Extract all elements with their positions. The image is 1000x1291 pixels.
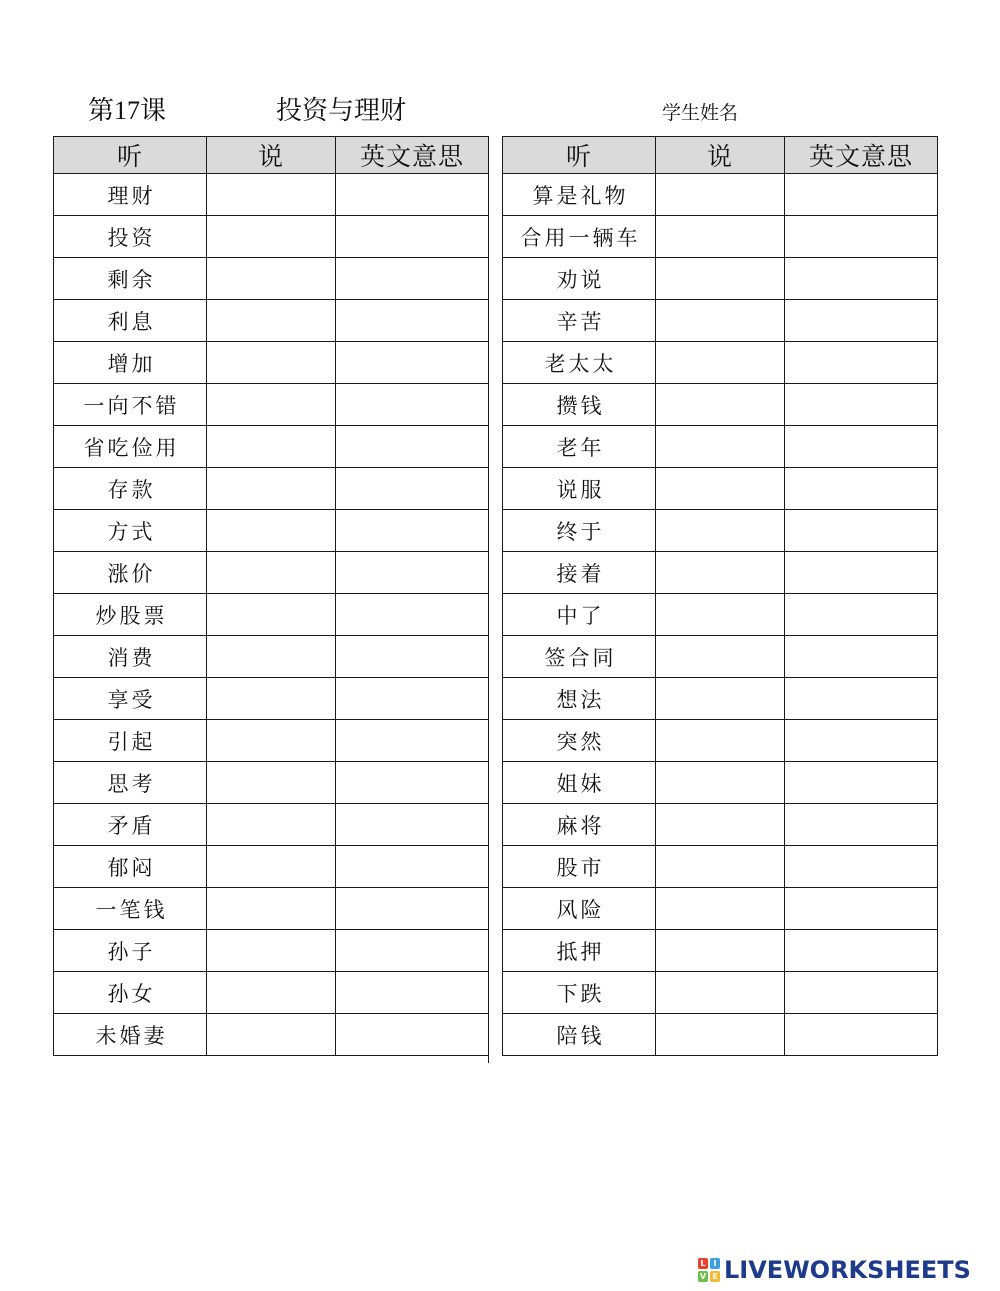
speak-answer-field-cell <box>656 930 785 972</box>
english-meaning-field-cell <box>336 888 489 930</box>
english-meaning-field-cell <box>336 258 489 300</box>
vocab-word: 理财 <box>54 174 207 216</box>
vocab-row <box>503 1014 938 1056</box>
english-meaning-field-cell <box>785 804 938 846</box>
english-meaning-field-cell <box>785 510 938 552</box>
logo-blocks-icon <box>698 1258 720 1282</box>
vocab-row <box>54 636 489 678</box>
english-meaning-field-cell <box>785 720 938 762</box>
speak-answer-field[interactable] <box>656 888 784 929</box>
column-header-speak: 说 <box>207 137 336 174</box>
vocab-row <box>503 594 938 636</box>
speak-answer-field-cell <box>207 468 336 510</box>
vocab-row <box>503 174 938 216</box>
speak-answer-field[interactable] <box>656 678 784 719</box>
logo-block: E <box>710 1271 720 1282</box>
speak-answer-field[interactable] <box>656 552 784 593</box>
vocab-row <box>54 174 489 216</box>
english-meaning-field[interactable] <box>785 678 937 719</box>
speak-answer-field-cell <box>656 300 785 342</box>
english-meaning-field[interactable] <box>336 468 488 509</box>
column-header-english-meaning: 英文意思 <box>336 137 489 174</box>
english-meaning-field[interactable] <box>785 552 937 593</box>
english-meaning-field[interactable] <box>336 510 488 551</box>
vocab-word: 抵押 <box>503 930 656 972</box>
english-meaning-field-cell <box>785 426 938 468</box>
english-meaning-field[interactable] <box>336 888 488 929</box>
vocab-word: 下跌 <box>503 972 656 1014</box>
vocab-table-right-body <box>503 174 938 1056</box>
speak-answer-field-cell <box>207 300 336 342</box>
english-meaning-field-cell <box>336 342 489 384</box>
english-meaning-field[interactable] <box>785 930 937 971</box>
speak-answer-field[interactable] <box>207 174 335 215</box>
speak-answer-field[interactable] <box>207 216 335 257</box>
column-header-listen: 听 <box>54 137 207 174</box>
vocab-word: 辛苦 <box>503 300 656 342</box>
vocab-word: 剩余 <box>54 258 207 300</box>
vocab-row <box>503 510 938 552</box>
english-meaning-field[interactable] <box>785 510 937 551</box>
speak-answer-field[interactable] <box>656 300 784 341</box>
speak-answer-field[interactable] <box>207 258 335 299</box>
vocab-row <box>503 720 938 762</box>
logo-block: I <box>710 1258 720 1269</box>
english-meaning-field-cell <box>336 636 489 678</box>
vocab-word: 孙女 <box>54 972 207 1014</box>
speak-answer-field-cell <box>207 678 336 720</box>
speak-answer-field[interactable] <box>207 720 335 761</box>
english-meaning-field[interactable] <box>785 762 937 803</box>
table-header-row <box>503 137 938 174</box>
speak-answer-field-cell <box>656 174 785 216</box>
vocab-table-left-body <box>54 174 489 1056</box>
speak-answer-field[interactable] <box>656 258 784 299</box>
english-meaning-field-cell <box>336 216 489 258</box>
english-meaning-field[interactable] <box>785 636 937 677</box>
table-header-row <box>54 137 489 174</box>
english-meaning-field[interactable] <box>785 384 937 425</box>
english-meaning-field[interactable] <box>785 720 937 761</box>
speak-answer-field[interactable] <box>656 384 784 425</box>
english-meaning-field[interactable] <box>785 804 937 845</box>
vocab-table-right <box>502 136 938 1056</box>
english-meaning-field[interactable] <box>336 930 488 971</box>
speak-answer-field[interactable] <box>207 468 335 509</box>
vocab-row <box>503 804 938 846</box>
speak-answer-field[interactable] <box>207 804 335 845</box>
english-meaning-field-cell <box>785 174 938 216</box>
vocab-row <box>503 300 938 342</box>
speak-answer-field-cell <box>207 888 336 930</box>
vocab-word: 劝说 <box>503 258 656 300</box>
vocab-word: 姐妹 <box>503 762 656 804</box>
speak-answer-field-cell <box>656 888 785 930</box>
speak-answer-field-cell <box>656 720 785 762</box>
speak-answer-field[interactable] <box>207 678 335 719</box>
vocab-word: 存款 <box>54 468 207 510</box>
speak-answer-field-cell <box>656 342 785 384</box>
vocab-word: 孙子 <box>54 930 207 972</box>
vocab-word: 引起 <box>54 720 207 762</box>
vocab-word: 增加 <box>54 342 207 384</box>
english-meaning-field[interactable] <box>785 174 937 215</box>
speak-answer-field-cell <box>656 594 785 636</box>
speak-answer-field[interactable] <box>207 930 335 971</box>
vocab-word: 投资 <box>54 216 207 258</box>
speak-answer-field-cell <box>207 426 336 468</box>
vocab-word: 老年 <box>503 426 656 468</box>
speak-answer-field-cell <box>207 384 336 426</box>
english-meaning-field-cell <box>785 216 938 258</box>
english-meaning-field-cell <box>785 552 938 594</box>
vocab-word: 合用一辆车 <box>503 216 656 258</box>
vocab-row <box>54 300 489 342</box>
speak-answer-field[interactable] <box>656 216 784 257</box>
english-meaning-field-cell <box>785 258 938 300</box>
english-meaning-field-cell <box>785 1014 938 1056</box>
english-meaning-field-cell <box>336 510 489 552</box>
vocab-row <box>503 216 938 258</box>
speak-answer-field-cell <box>207 846 336 888</box>
speak-answer-field-cell <box>207 930 336 972</box>
vocab-row <box>54 930 489 972</box>
speak-answer-field-cell <box>207 762 336 804</box>
speak-answer-field-cell <box>207 1014 336 1056</box>
english-meaning-field-cell <box>785 972 938 1014</box>
vocab-row <box>54 426 489 468</box>
english-meaning-field-cell <box>785 384 938 426</box>
vocab-row <box>54 384 489 426</box>
english-meaning-field-cell <box>336 468 489 510</box>
english-meaning-field-cell <box>336 930 489 972</box>
english-meaning-field[interactable] <box>785 300 937 341</box>
liveworksheets-logo <box>698 1256 971 1284</box>
english-meaning-field[interactable] <box>785 972 937 1013</box>
column-header-english-meaning: 英文意思 <box>785 137 938 174</box>
vocab-word: 享受 <box>54 678 207 720</box>
speak-answer-field[interactable] <box>656 342 784 383</box>
english-meaning-field-cell <box>336 300 489 342</box>
vocab-word: 签合同 <box>503 636 656 678</box>
vocab-row <box>54 846 489 888</box>
speak-answer-field-cell <box>656 510 785 552</box>
speak-answer-field[interactable] <box>207 342 335 383</box>
english-meaning-field[interactable] <box>336 804 488 845</box>
speak-answer-field[interactable] <box>656 468 784 509</box>
speak-answer-field-cell <box>207 594 336 636</box>
speak-answer-field-cell <box>656 972 785 1014</box>
speak-answer-field[interactable] <box>656 1014 784 1055</box>
vocab-row <box>503 888 938 930</box>
speak-answer-field-cell <box>656 1014 785 1056</box>
vocab-word: 炒股票 <box>54 594 207 636</box>
table-gap-divider <box>488 1021 502 1063</box>
speak-answer-field[interactable] <box>656 174 784 215</box>
speak-answer-field-cell <box>207 552 336 594</box>
english-meaning-field[interactable] <box>336 1014 488 1055</box>
brand-name: LIVEWORKSHEETS <box>724 1256 971 1284</box>
vocab-row <box>54 468 489 510</box>
vocab-row <box>54 720 489 762</box>
vocab-word: 突然 <box>503 720 656 762</box>
speak-answer-field[interactable] <box>656 804 784 845</box>
speak-answer-field-cell <box>207 636 336 678</box>
speak-answer-field[interactable] <box>207 384 335 425</box>
speak-answer-field-cell <box>207 258 336 300</box>
english-meaning-field[interactable] <box>336 300 488 341</box>
english-meaning-field[interactable] <box>336 720 488 761</box>
speak-answer-field-cell <box>207 804 336 846</box>
vocab-row <box>503 258 938 300</box>
english-meaning-field[interactable] <box>785 594 937 635</box>
english-meaning-field[interactable] <box>336 636 488 677</box>
speak-answer-field[interactable] <box>656 510 784 551</box>
speak-answer-field[interactable] <box>207 762 335 803</box>
english-meaning-field[interactable] <box>336 552 488 593</box>
vocab-word: 接着 <box>503 552 656 594</box>
vocab-word: 郁闷 <box>54 846 207 888</box>
english-meaning-field[interactable] <box>785 216 937 257</box>
vocab-word: 矛盾 <box>54 804 207 846</box>
english-meaning-field[interactable] <box>336 174 488 215</box>
vocab-row <box>54 510 489 552</box>
english-meaning-field-cell <box>785 468 938 510</box>
vocab-row <box>503 468 938 510</box>
lesson-title: 投资与理财 <box>276 96 407 126</box>
vocab-word: 利息 <box>54 300 207 342</box>
english-meaning-field-cell <box>336 1014 489 1056</box>
speak-answer-field-cell <box>656 258 785 300</box>
vocab-word: 说服 <box>503 468 656 510</box>
english-meaning-field-cell <box>785 762 938 804</box>
vocab-row <box>503 636 938 678</box>
english-meaning-field-cell <box>336 594 489 636</box>
vocab-word: 老太太 <box>503 342 656 384</box>
english-meaning-field[interactable] <box>785 258 937 299</box>
vocab-word: 一向不错 <box>54 384 207 426</box>
speak-answer-field[interactable] <box>207 426 335 467</box>
english-meaning-field-cell <box>785 636 938 678</box>
speak-answer-field[interactable] <box>656 762 784 803</box>
vocab-word: 攒钱 <box>503 384 656 426</box>
vocab-row <box>54 594 489 636</box>
english-meaning-field[interactable] <box>336 846 488 887</box>
speak-answer-field[interactable] <box>656 720 784 761</box>
speak-answer-field-cell <box>656 216 785 258</box>
speak-answer-field[interactable] <box>207 846 335 887</box>
vocab-row <box>503 930 938 972</box>
english-meaning-field-cell <box>785 678 938 720</box>
english-meaning-field-cell <box>336 972 489 1014</box>
english-meaning-field[interactable] <box>336 426 488 467</box>
logo-block: L <box>698 1258 708 1269</box>
english-meaning-field-cell <box>336 174 489 216</box>
student-name-label: 学生姓名 <box>662 102 739 124</box>
english-meaning-field-cell <box>785 594 938 636</box>
english-meaning-field[interactable] <box>336 258 488 299</box>
speak-answer-field-cell <box>656 468 785 510</box>
english-meaning-field-cell <box>336 720 489 762</box>
vocab-row <box>503 342 938 384</box>
vocab-word: 未婚妻 <box>54 1014 207 1056</box>
english-meaning-field-cell <box>336 846 489 888</box>
english-meaning-field[interactable] <box>785 888 937 929</box>
english-meaning-field[interactable] <box>785 468 937 509</box>
english-meaning-field-cell <box>785 846 938 888</box>
speak-answer-field[interactable] <box>656 636 784 677</box>
vocab-row <box>54 804 489 846</box>
vocab-word: 一笔钱 <box>54 888 207 930</box>
english-meaning-field[interactable] <box>336 216 488 257</box>
vocab-row <box>54 762 489 804</box>
speak-answer-field[interactable] <box>207 300 335 341</box>
english-meaning-field[interactable] <box>785 846 937 887</box>
vocab-row <box>54 972 489 1014</box>
speak-answer-field-cell <box>207 174 336 216</box>
column-header-listen: 听 <box>503 137 656 174</box>
english-meaning-field-cell <box>785 300 938 342</box>
vocab-word: 省吃俭用 <box>54 426 207 468</box>
lesson-number: 第17课 <box>88 96 167 125</box>
speak-answer-field-cell <box>207 720 336 762</box>
vocab-word: 涨价 <box>54 552 207 594</box>
vocab-row <box>54 888 489 930</box>
vocab-row <box>503 384 938 426</box>
vocab-word: 风险 <box>503 888 656 930</box>
vocab-word: 思考 <box>54 762 207 804</box>
vocab-table-left <box>53 136 489 1056</box>
speak-answer-field[interactable] <box>207 552 335 593</box>
speak-answer-field[interactable] <box>207 888 335 929</box>
vocab-row <box>503 678 938 720</box>
speak-answer-field[interactable] <box>656 972 784 1013</box>
english-meaning-field[interactable] <box>336 678 488 719</box>
english-meaning-field-cell <box>336 384 489 426</box>
speak-answer-field-cell <box>656 636 785 678</box>
vocab-row <box>503 426 938 468</box>
english-meaning-field-cell <box>785 930 938 972</box>
vocab-row <box>54 552 489 594</box>
vocab-word: 想法 <box>503 678 656 720</box>
vocab-word: 陪钱 <box>503 1014 656 1056</box>
vocab-word: 中了 <box>503 594 656 636</box>
speak-answer-field[interactable] <box>207 594 335 635</box>
speak-answer-field[interactable] <box>207 972 335 1013</box>
english-meaning-field[interactable] <box>336 594 488 635</box>
english-meaning-field-cell <box>336 678 489 720</box>
vocab-row <box>54 216 489 258</box>
speak-answer-field-cell <box>207 972 336 1014</box>
speak-answer-field-cell <box>656 426 785 468</box>
logo-block: V <box>699 1272 707 1281</box>
vocab-word: 麻将 <box>503 804 656 846</box>
speak-answer-field[interactable] <box>207 636 335 677</box>
speak-answer-field[interactable] <box>656 930 784 971</box>
english-meaning-field-cell <box>785 888 938 930</box>
vocab-row <box>503 762 938 804</box>
english-meaning-field-cell <box>336 762 489 804</box>
english-meaning-field[interactable] <box>785 342 937 383</box>
speak-answer-field-cell <box>207 342 336 384</box>
vocab-word: 算是礼物 <box>503 174 656 216</box>
english-meaning-field-cell <box>785 342 938 384</box>
speak-answer-field-cell <box>656 678 785 720</box>
vocab-row <box>503 552 938 594</box>
english-meaning-field[interactable] <box>785 1014 937 1055</box>
speak-answer-field-cell <box>656 384 785 426</box>
speak-answer-field-cell <box>656 762 785 804</box>
english-meaning-field-cell <box>336 552 489 594</box>
speak-answer-field-cell <box>207 510 336 552</box>
english-meaning-field-cell <box>336 426 489 468</box>
english-meaning-field[interactable] <box>336 762 488 803</box>
speak-answer-field[interactable] <box>656 846 784 887</box>
column-header-speak: 说 <box>656 137 785 174</box>
english-meaning-field[interactable] <box>336 972 488 1013</box>
vocab-word: 股市 <box>503 846 656 888</box>
vocab-word: 方式 <box>54 510 207 552</box>
vocab-row <box>503 972 938 1014</box>
speak-answer-field[interactable] <box>207 510 335 551</box>
vocab-row <box>54 1014 489 1056</box>
speak-answer-field-cell <box>207 216 336 258</box>
speak-answer-field[interactable] <box>656 426 784 467</box>
speak-answer-field[interactable] <box>656 594 784 635</box>
speak-answer-field-cell <box>656 552 785 594</box>
english-meaning-field[interactable] <box>785 426 937 467</box>
speak-answer-field[interactable] <box>207 1014 335 1055</box>
speak-answer-field-cell <box>656 804 785 846</box>
vocab-word: 终于 <box>503 510 656 552</box>
vocab-word: 消费 <box>54 636 207 678</box>
speak-answer-field-cell <box>656 846 785 888</box>
english-meaning-field[interactable] <box>336 384 488 425</box>
vocab-row <box>54 678 489 720</box>
english-meaning-field[interactable] <box>336 342 488 383</box>
vocab-row <box>503 846 938 888</box>
vocab-row <box>54 342 489 384</box>
english-meaning-field-cell <box>336 804 489 846</box>
vocab-row <box>54 258 489 300</box>
